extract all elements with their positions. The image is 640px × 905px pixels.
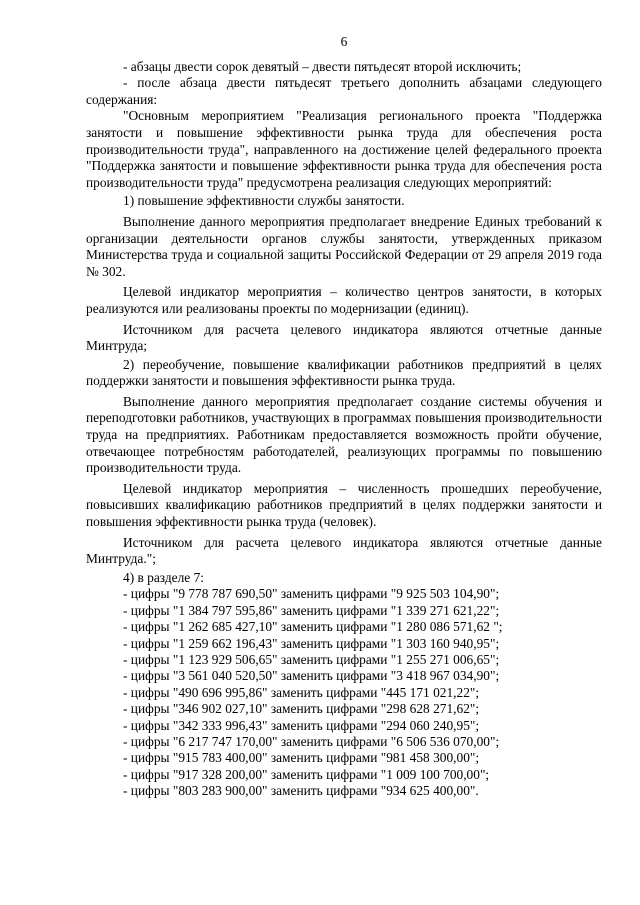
paragraph-measure-2-indicator: Целевой индикатор мероприятия – численность прошедших переобучение, повысивших квалификацию работников предприятий в целях поддержки занятости и повышения эффективности рынка труда (человек). [86,480,602,530]
list-item: - цифры "915 783 400,00" заменить цифрами "981 458 300,00"; [123,750,480,766]
list-item: - цифры "490 696 995,86" заменить цифрами "445 171 021,22"; [123,684,480,700]
list-item: - цифры "1 123 929 506,65" заменить цифрами "1 255 271 006,65"; [123,652,500,668]
paragraph-section-7: 4) в разделе 7: [123,569,205,585]
list-item: - цифры "1 384 797 595,86" заменить цифрами "1 339 271 621,22"; [123,602,500,618]
document-page [86,34,602,800]
list-item: - цифры "1 262 685 427,10" заменить цифрами "1 280 086 571,62 "; [123,619,503,635]
page-number: 6 [340,34,348,49]
list-item: - цифры "803 283 900,00" заменить цифрами "934 625 400,00". [123,783,479,799]
list-item: - цифры "917 328 200,00" заменить цифрами "1 009 100 700,00"; [123,766,490,782]
paragraph-measure-2-description: Выполнение данного мероприятия предполагает создание системы обучения и переподготовки работников, участвующих в программах повышения производительности труда на предприятиях. Работникам предоставляется возможность пройти обучение, отвечающее потребностям работодателей, реализующих программы по повышению производительности труда. [86,393,602,476]
paragraph-add-clauses: - после абзаца двести пятьдесят третьего дополнить абзацами следующего содержания: [86,75,602,107]
list-item: - цифры "342 333 996,43" заменить цифрами "294 060 240,95"; [123,717,480,733]
list-item: - цифры "3 561 040 520,50" заменить цифрами "3 418 967 034,90"; [123,668,500,684]
paragraph-measure-1-description: Выполнение данного мероприятия предполагает внедрение Единых требований к организации деятельности органов службы занятости, утвержденных приказом Министерства труда и социальной защиты Российской Федерации от 29 апреля 2019 года № 302. [86,213,602,279]
paragraph-measure-1-source: Источником для расчета целевого индикатора являются отчетные данные Минтруда; [86,321,602,354]
paragraph-measure-2-source: Источником для расчета целевого индикатора являются отчетные данные Минтруда."; [86,534,602,567]
paragraph-measure-2: 2) переобучение, повышение квалификации работников предприятий в целях поддержки занятости и повышения эффективности рынка труда. [86,356,602,389]
list-item: - цифры "346 902 027,10" заменить цифрами "298 628 271,62"; [123,701,480,717]
paragraph-measure-1: 1) повышение эффективности службы занятости. [123,193,405,209]
paragraph-measure-1-indicator: Целевой индикатор мероприятия – количество центров занятости, в которых реализуются или реализованы проекты по модернизации (единиц). [86,284,602,316]
list-item: - цифры "6 217 747 170,00" заменить цифрами "6 506 536 070,00"; [123,734,500,750]
list-item: - цифры "1 259 662 196,43" заменить цифрами "1 303 160 940,95"; [123,635,500,651]
list-item: - цифры "9 778 787 690,50" заменить цифрами "9 925 503 104,90"; [123,586,500,602]
replacement-list [86,586,602,799]
paragraph-main-measure: "Основным мероприятием "Реализация регионального проекта "Поддержка занятости и повышение эффективности рынка труда для обеспечения роста производительности труда", направленного на достижение целей федерального проекта "Поддержка занятости и повышение эффективности рынка труда для обеспечения роста производительности труда" предусмотрена реализация следующих мероприятий: [86,108,602,190]
paragraph-exclude-clauses: - абзацы двести сорок девятый – двести пятьдесят второй исключить; [123,58,522,74]
